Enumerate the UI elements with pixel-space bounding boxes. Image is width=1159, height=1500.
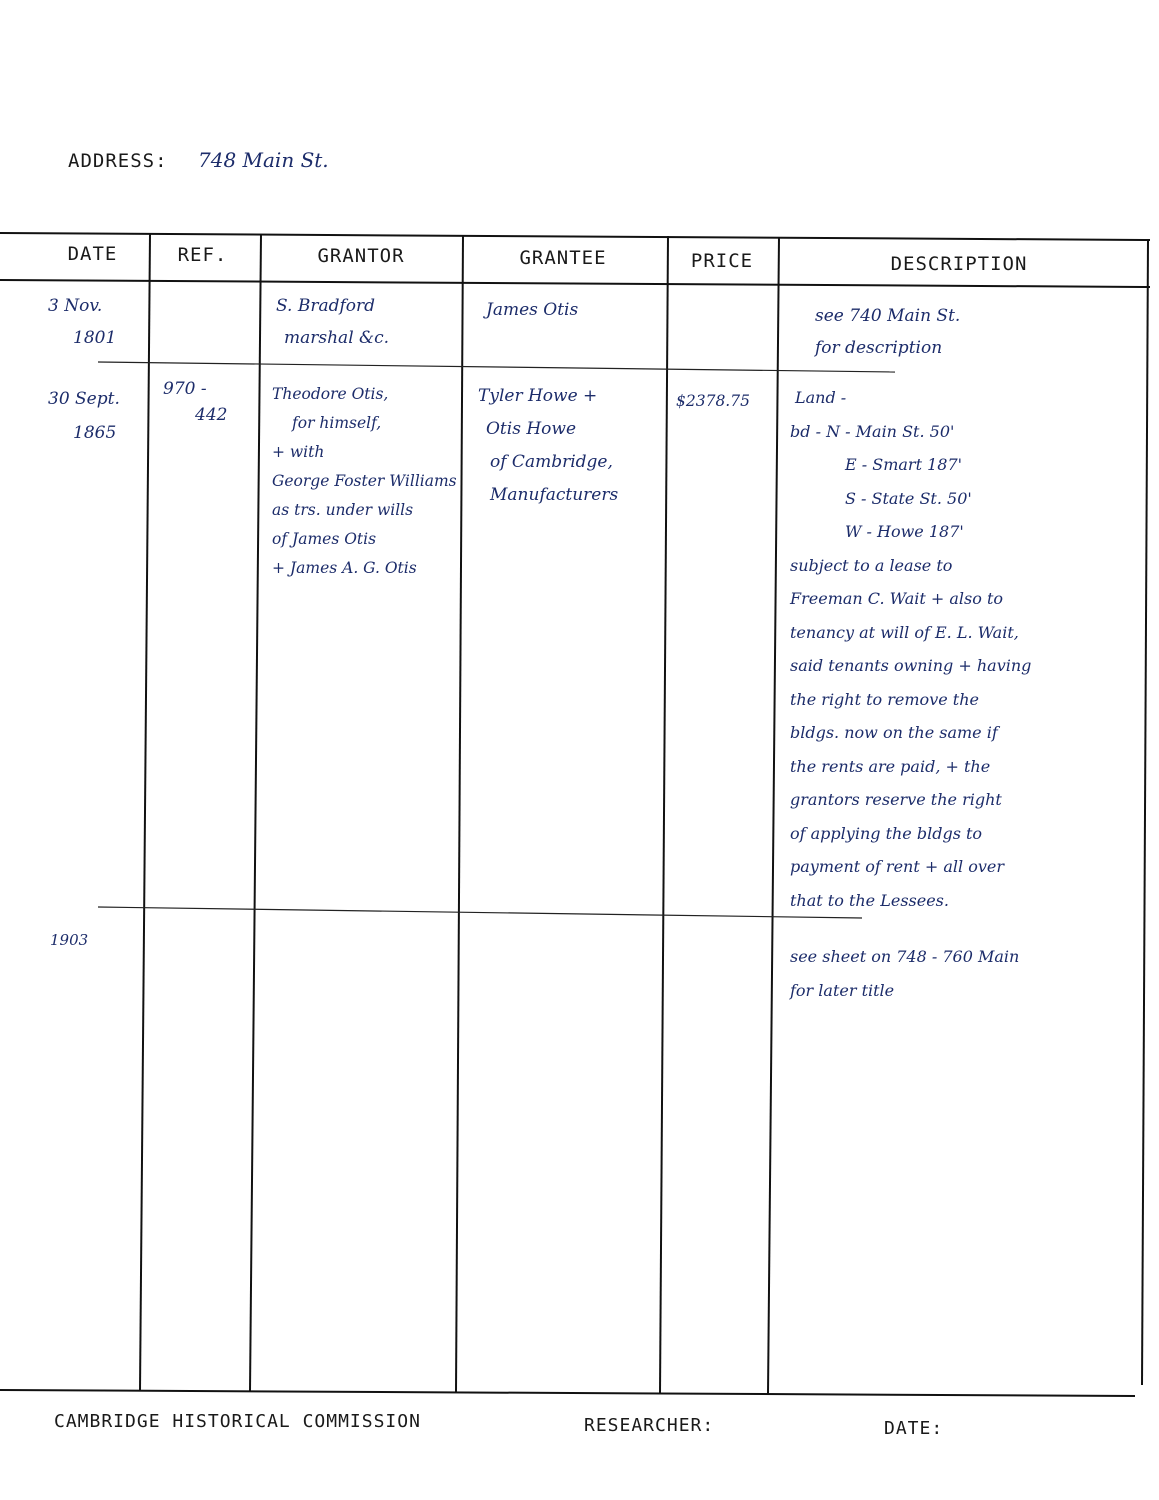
row-2-grantor (272, 380, 457, 583)
col-sep-ref-grantor (250, 234, 261, 1391)
address-value: 748 Main St. (198, 148, 329, 172)
row-2-grantee-line-1: Tyler Howe + (478, 386, 598, 406)
top-rule (0, 233, 1150, 240)
row-2-description-line-9: said tenants owning + having (790, 656, 1032, 675)
row-2-grantee-line-2: Otis Howe (486, 419, 577, 439)
row-2-ref-line-1: 970 - (163, 379, 207, 399)
row-1-grantee (486, 295, 578, 325)
footer-researcher-label: RESEARCHER: (584, 1415, 715, 1436)
row-2-description (790, 381, 1031, 917)
row-3-date (50, 925, 88, 955)
row-2-grantee-line-4: Manufacturers (490, 485, 619, 505)
row-2-description-line-16: that to the Lessees. (790, 890, 949, 910)
row-2-grantor-line-7: + James A. G. Otis (272, 559, 417, 577)
row-1-date (48, 290, 116, 354)
row-3-description-line-2: for later title (790, 981, 895, 1000)
row-2-description-line-4: S - State St. 50' (845, 488, 972, 508)
row-2-price: $2378.75 (676, 392, 750, 410)
row-1-date-line-1: 3 Nov. (48, 296, 103, 316)
row-1-grantee-line-1: James Otis (486, 300, 579, 320)
row-1-grantor (276, 290, 389, 354)
row-1-grantor-line-2: marshal &c. (284, 328, 390, 348)
row-2-ref (163, 376, 227, 428)
row-2-grantor-line-6: of James Otis (272, 530, 377, 548)
row-1-description-line-2: for description (815, 338, 943, 358)
row-2-description-line-2: bd - N - Main St. 50' (790, 421, 955, 441)
row-2-description-line-10: the right to remove the (790, 689, 979, 709)
row-2-grantor-line-5: as trs. under wills (272, 501, 414, 519)
row-2-description-line-3: E - Smart 187' (845, 455, 963, 474)
row-1-date-line-2: 1801 (73, 328, 117, 348)
row-3-description-line-1: see sheet on 748 - 760 Main (790, 947, 1020, 966)
header-ref: REF. (177, 244, 228, 266)
row-2-ref-line-2: 442 (195, 405, 228, 425)
row-2-grantee-line-3: of Cambridge, (490, 452, 613, 472)
col-sep-grantor-grantee (456, 235, 463, 1392)
entry-separator-1 (98, 362, 895, 372)
bottom-rule (0, 1390, 1135, 1396)
footer-organization: CAMBRIDGE HISTORICAL COMMISSION (54, 1411, 421, 1432)
row-2-grantor-line-1: Theodore Otis, (272, 385, 389, 403)
row-2-description-line-1: Land - (795, 388, 847, 407)
row-2-description-line-15: payment of rent + all over (790, 857, 1004, 876)
entry-separator-2 (98, 907, 862, 918)
header-price: PRICE (690, 250, 754, 272)
row-2-date (48, 382, 120, 450)
header-description: DESCRIPTION (890, 253, 1028, 275)
row-2-date-line-1: 30 Sept. (48, 389, 120, 409)
row-2-description-line-8: tenancy at will of E. L. Wait, (790, 622, 1019, 642)
row-2-grantee (478, 380, 618, 512)
row-1-description-line-1: see 740 Main St. (815, 306, 961, 326)
row-2-grantor-line-4: George Foster Williams (272, 472, 457, 490)
row-3-date-line-1: 1903 (50, 931, 89, 949)
row-2-description-line-12: the rents are paid, + the (790, 756, 991, 776)
col-sep-date-ref (140, 234, 150, 1390)
header-grantor: GRANTOR (317, 245, 405, 267)
row-2-description-line-13: grantors reserve the right (790, 790, 1002, 809)
header-grantee: GRANTEE (519, 247, 607, 269)
row-2-date-line-2: 1865 (73, 423, 117, 443)
header-rule (0, 280, 1150, 287)
row-1-grantor-line-1: S. Bradford (276, 296, 376, 316)
row-2-grantor-line-3: + with (272, 443, 325, 461)
col-sep-grantee-price (660, 236, 668, 1393)
row-2-description-line-11: bldgs. now on the same if (790, 723, 998, 742)
row-2-description-line-7: Freeman C. Wait + also to (790, 589, 1003, 608)
row-2-description-line-14: of applying the bldgs to (790, 823, 983, 843)
row-2-grantor-line-2: for himself, (292, 414, 382, 432)
header-date: DATE (67, 243, 118, 265)
right-border (1142, 240, 1148, 1385)
footer-date-label: DATE: (884, 1418, 944, 1439)
row-2-description-line-5: W - Howe 187' (845, 522, 964, 541)
row-1-description (815, 300, 960, 364)
col-sep-price-desc (768, 237, 779, 1394)
row-3-description (790, 940, 1019, 1008)
row-2-description-line-6: subject to a lease to (790, 555, 953, 575)
address-label: ADDRESS: (68, 150, 168, 172)
